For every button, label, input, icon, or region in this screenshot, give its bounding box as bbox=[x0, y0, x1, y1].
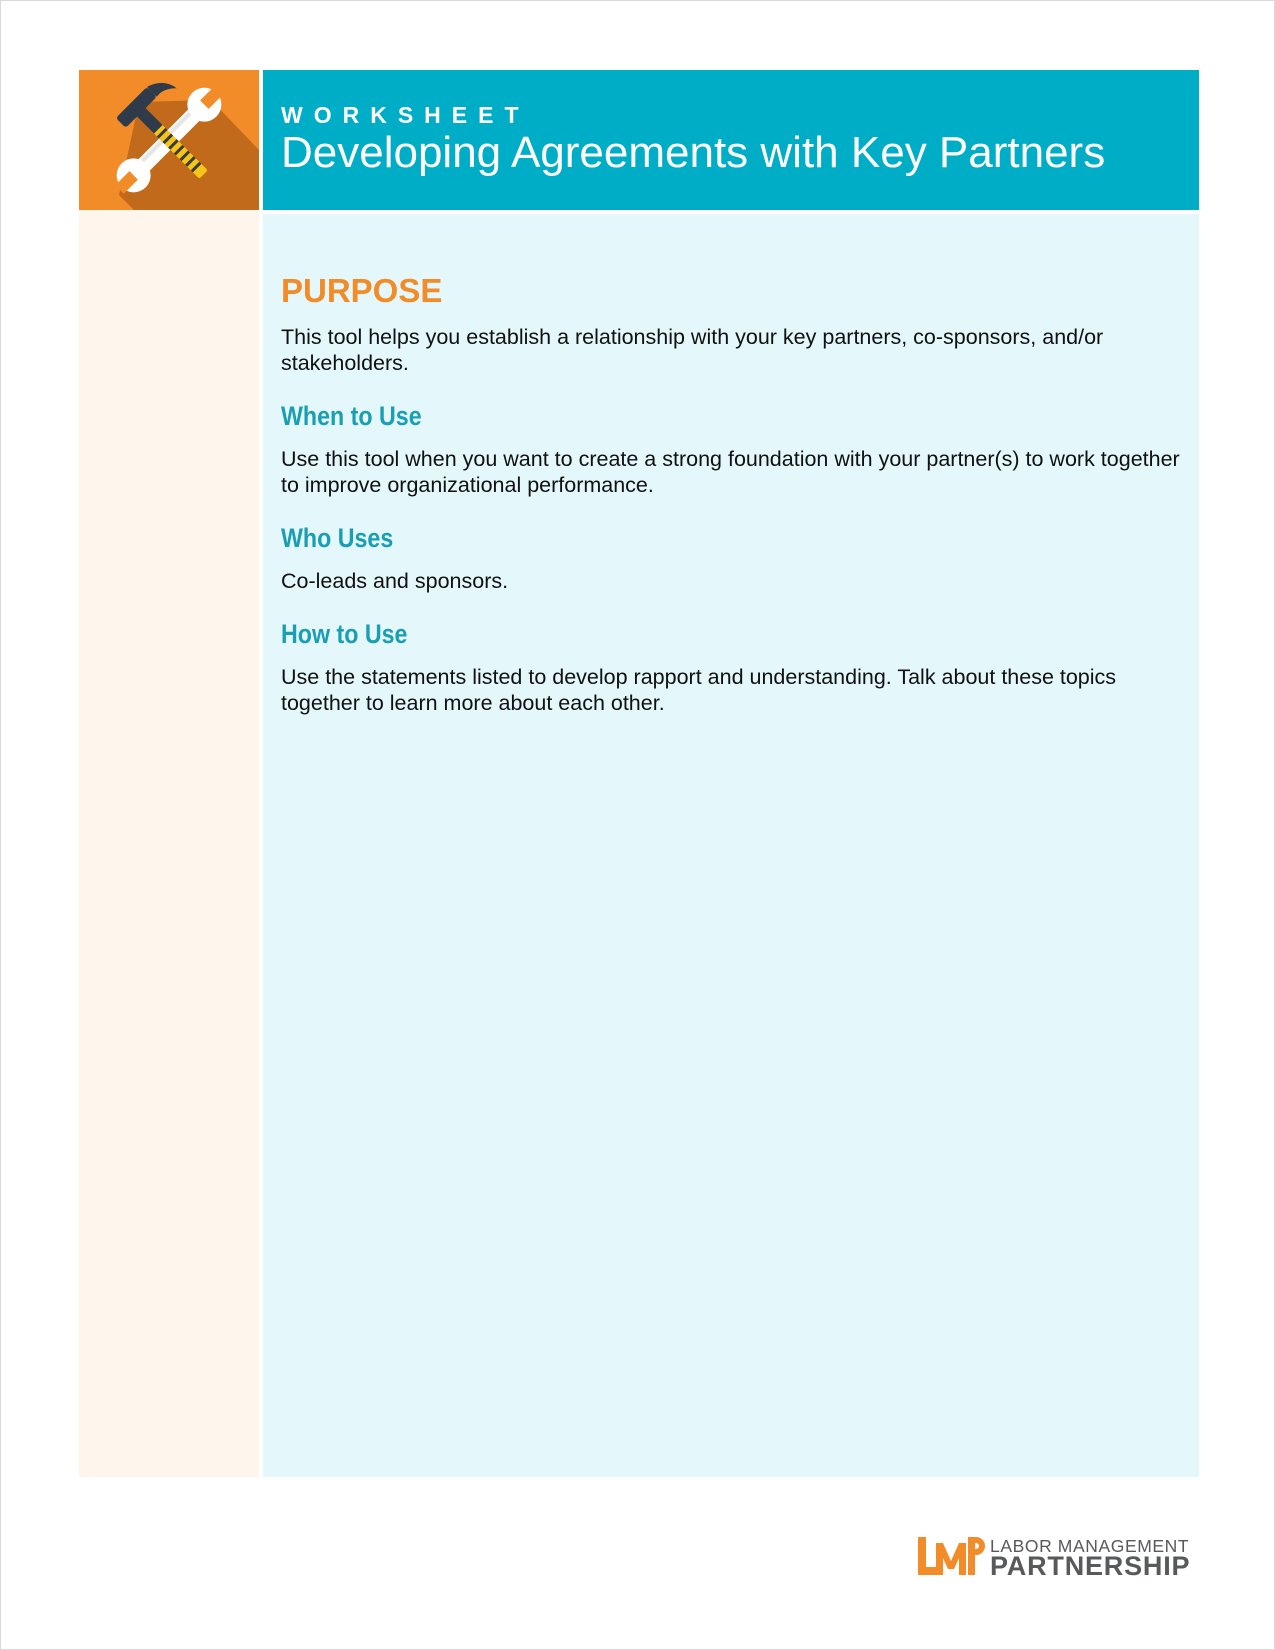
purpose-heading: PURPOSE bbox=[281, 272, 443, 309]
lmp-logo-icon bbox=[918, 1535, 986, 1580]
left-margin-column bbox=[79, 210, 259, 1477]
when-to-use-heading: When to Use bbox=[281, 401, 422, 431]
page-title: Developing Agreements with Key Partners bbox=[281, 128, 1106, 177]
when-to-use-text: Use this tool when you want to create a strong foundation with your partner(s) to work together to improve organizational performance. bbox=[281, 447, 1180, 497]
logo-text-line1: LABOR MANAGEMENT bbox=[990, 1536, 1190, 1556]
who-uses-text: Co-leads and sponsors. bbox=[281, 569, 509, 593]
how-to-use-heading: How to Use bbox=[281, 619, 408, 649]
tools-icon-box bbox=[79, 70, 259, 210]
who-uses-heading: Who Uses bbox=[281, 523, 394, 553]
content-body bbox=[281, 272, 1181, 716]
worksheet-label: WORKSHEET bbox=[281, 102, 530, 128]
lmp-logo bbox=[918, 1535, 1201, 1580]
tools-icon bbox=[79, 70, 259, 210]
logo-text-line2: PARTNERSHIP bbox=[990, 1551, 1191, 1581]
header-bar bbox=[263, 70, 1199, 210]
purpose-text: This tool helps you establish a relationship with your key partners, co-sponsors, and/or stakeholders. bbox=[281, 325, 1104, 375]
main-content-panel bbox=[263, 214, 1199, 1477]
how-to-use-text: Use the statements listed to develop rapport and understanding. Talk about these topics together to learn more about each other. bbox=[281, 665, 1117, 715]
